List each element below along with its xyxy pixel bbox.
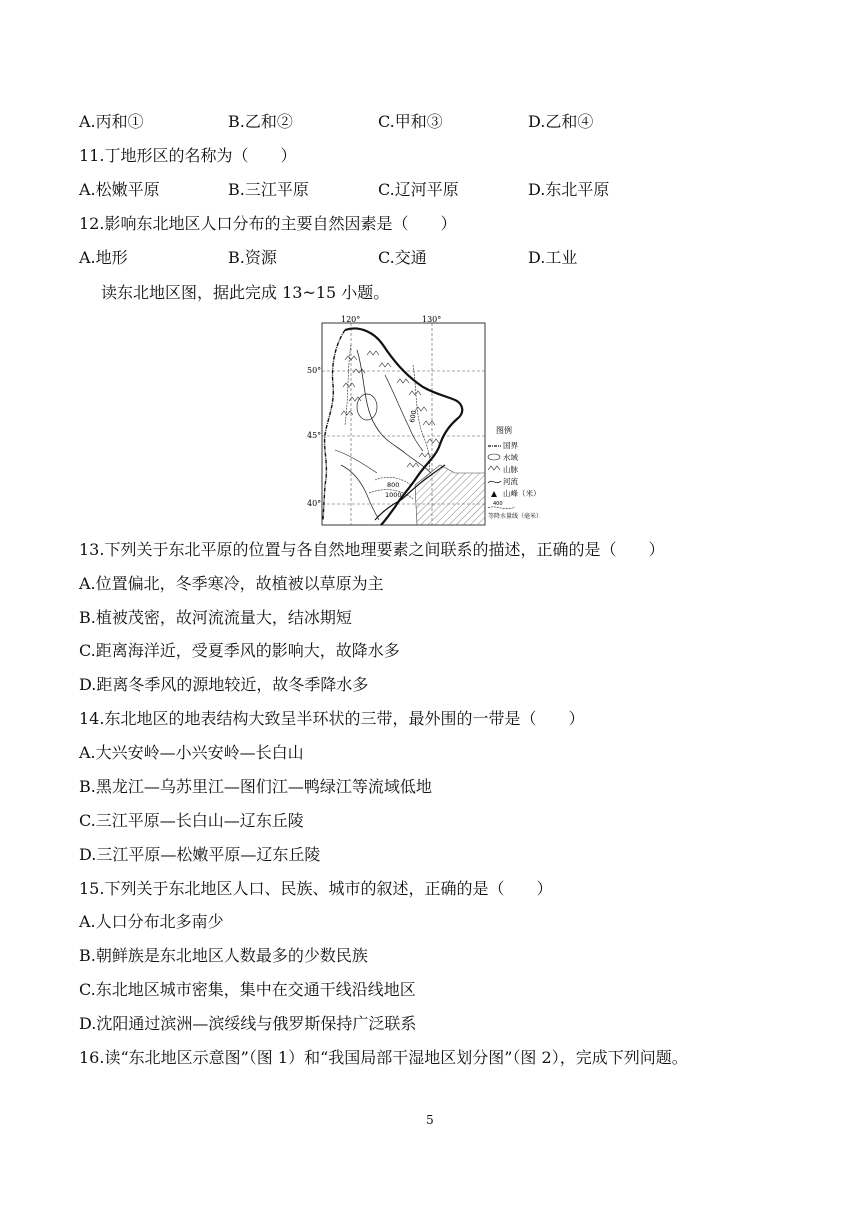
- lat-label-50: 50°: [307, 366, 322, 375]
- q15-option-a: A.人口分布北多南少: [79, 912, 224, 931]
- q16-stem: 16.读“东北地区示意图”（图 1）和“我国局部干湿地区划分图”（图 2），完成下列问题。: [79, 1048, 688, 1067]
- legend-peak: 山峰（米）: [503, 489, 541, 498]
- legend-isohyet-value: 400: [493, 501, 503, 507]
- q13-option-b: B.植被茂密，故河流流量大，结冰期短: [79, 608, 352, 627]
- legend-river-symbol: [488, 481, 501, 483]
- q14-stem: 14.东北地区的地表结构大致呈半环状的三带，最外围的一带是（ ）: [79, 709, 585, 728]
- q13-option-c: C.距离海洋近，受夏季风的影响大，故降水多: [79, 641, 400, 660]
- q12-option-d: D.工业: [528, 248, 578, 267]
- q11-options: [79, 180, 719, 200]
- q14-option-b: B.黑龙江—乌苏里江—图们江—鸭绿江等流域低地: [79, 777, 432, 796]
- q11-option-d: D.东北平原: [528, 180, 610, 199]
- river: [335, 450, 377, 473]
- q12-stem: 12.影响东北地区人口分布的主要自然因素是（ ）: [79, 214, 457, 233]
- map-intro: 读东北地区图，据此完成 13~15 小题。: [101, 283, 390, 302]
- lat-label-45: 45°: [307, 431, 322, 440]
- q10-options: [79, 112, 719, 132]
- western-border: [323, 330, 345, 520]
- q15-stem: 15.下列关于东北地区人口、民族、城市的叙述，正确的是（ ）: [79, 879, 553, 898]
- sea-area: [415, 465, 485, 525]
- lon-label-120: 120°: [341, 315, 361, 324]
- q14-option-c: C.三江平原—长白山—辽东丘陵: [79, 811, 304, 830]
- q12-options: [79, 248, 719, 268]
- page-number: 5: [426, 1113, 434, 1127]
- legend-mountain-symbol: [488, 466, 500, 470]
- q13-stem: 13.下列关于东北平原的位置与各自然地理要素之间联系的描述，正确的是（ ）: [79, 540, 665, 559]
- q12-option-c: C.交通: [378, 248, 427, 267]
- q11-option-b: B.三江平原: [228, 180, 309, 199]
- lon-label-130: 130°: [422, 315, 442, 324]
- legend-river: 河流: [503, 477, 518, 486]
- q11-option-a: A.松嫩平原: [79, 180, 160, 199]
- q11-option-c: C.辽河平原: [378, 180, 459, 199]
- legend-border: 国界: [503, 441, 518, 450]
- legend-water: 水域: [503, 453, 518, 462]
- q12-option-b: B.资源: [228, 248, 277, 267]
- map-legend: [488, 425, 542, 520]
- isohyet: [345, 345, 351, 425]
- q15-option-c: C.东北地区城市密集，集中在交通干线沿线地区: [79, 980, 416, 999]
- legend-title: 图例: [496, 426, 512, 435]
- contour-label-800: 800: [387, 481, 400, 489]
- northeast-map: [305, 315, 565, 530]
- river: [357, 350, 431, 473]
- mountain-symbols: [341, 351, 439, 467]
- contour-label-1000: 1000: [385, 491, 402, 499]
- contour-label-600: 600: [408, 409, 419, 424]
- q13-option-a: A.位置偏北，冬季寒冷，故植被以草原为主: [79, 574, 384, 593]
- q13-option-d: D.距离冬季风的源地较近，故冬季降水多: [79, 675, 369, 694]
- q14-option-d: D.三江平原—松嫩平原—辽东丘陵: [79, 845, 321, 864]
- q14-option-a: A.大兴安岭—小兴安岭—长白山: [79, 743, 304, 762]
- legend-water-symbol: [488, 454, 500, 460]
- q15-option-d: D.沈阳通过滨洲—滨绥线与俄罗斯保持广泛联系: [79, 1014, 417, 1033]
- q10-option-c: C.甲和③: [378, 112, 443, 131]
- lat-label-40: 40°: [307, 499, 322, 508]
- q10-option-b: B.乙和②: [228, 112, 293, 131]
- q10-option-d: D.乙和④: [528, 112, 594, 131]
- legend-peak-symbol: [491, 491, 497, 497]
- q11-stem: 11.丁地形区的名称为（ ）: [79, 146, 297, 165]
- legend-isohyet-symbol: [488, 507, 515, 509]
- lake: [357, 394, 377, 420]
- legend-isohyet: 等降水量线（毫米）: [488, 513, 543, 520]
- river: [341, 465, 379, 520]
- q10-option-a: A.丙和①: [79, 112, 144, 131]
- q15-option-b: B.朝鲜族是东北地区人数最多的少数民族: [79, 946, 368, 965]
- legend-mountain: 山脉: [503, 465, 518, 474]
- q12-option-a: A.地形: [79, 248, 128, 267]
